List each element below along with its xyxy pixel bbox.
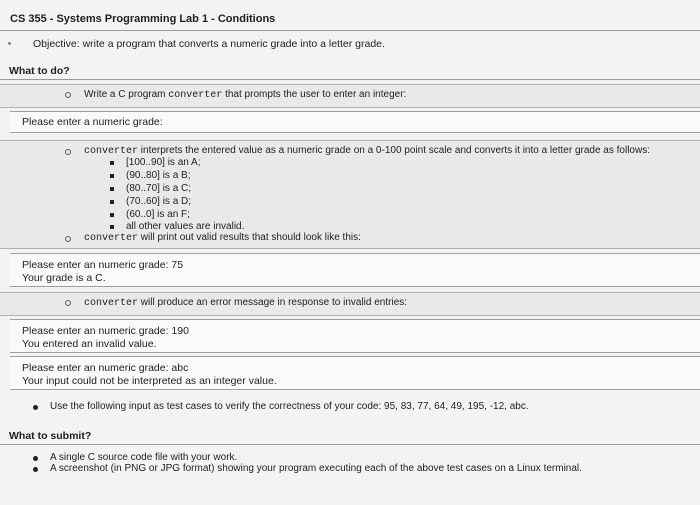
submit-item-screenshot: A screenshot (in PNG or JPG format) showing your program executing each of the above test cases on a Linux terminal.: [50, 463, 582, 474]
valid-output-box: Please enter an numeric grade: 75 Your grade is a C.: [10, 253, 700, 287]
disc-bullet-icon: [33, 405, 38, 410]
rule-f: (60..0] is an F;: [126, 209, 190, 220]
code-converter: converter: [84, 298, 139, 309]
square-bullet-icon: [110, 213, 114, 217]
circle-bullet-icon: [65, 149, 71, 155]
rule-invalid: all other values are invalid.: [126, 221, 245, 232]
what-to-do-heading: What to do?: [9, 65, 70, 77]
code-converter: converter: [168, 90, 223, 101]
rule-b: (90..80] is a B;: [126, 170, 191, 181]
rule-a: [100..90] is an A;: [126, 157, 201, 168]
code-converter: converter: [84, 233, 139, 244]
item2-text: converter interprets the entered value as a numeric grade on a 0-100 point scale and converts it into a letter grade as follows:: [84, 145, 650, 157]
square-bullet-icon: [110, 187, 114, 191]
prompt-box: Please enter a numeric grade:: [10, 111, 700, 133]
submit-item-source: A single C source code file with your work.: [50, 452, 238, 463]
item3-text: converter will print out valid results that should look like this:: [84, 232, 361, 244]
rule-c: (80..70] is a C;: [126, 183, 192, 194]
test-cases-text: Use the following input as test cases to verify the correctness of your code: 95, 83, 77, 64, 49, 195, -12, abc.: [50, 401, 529, 412]
what-to-do-divider: [0, 79, 700, 80]
square-bullet-icon: [110, 200, 114, 204]
what-to-submit-divider: [0, 444, 700, 445]
item1-text: Write a C program converter that prompts the user to enter an integer:: [84, 89, 407, 101]
circle-bullet-icon: [65, 300, 71, 306]
invalid-output-box-2: Please enter an numeric grade: abc Your input could not be interpreted as an integer value.: [10, 356, 700, 390]
objective-marker: [8, 42, 11, 45]
code-converter: converter: [84, 146, 139, 157]
square-bullet-icon: [110, 225, 114, 229]
disc-bullet-icon: [33, 467, 38, 472]
square-bullet-icon: [110, 161, 114, 165]
title-divider: [0, 30, 700, 31]
square-bullet-icon: [110, 174, 114, 178]
item4-text: converter will produce an error message in response to invalid entries:: [84, 297, 408, 309]
page-title: CS 355 - Systems Programming Lab 1 - Conditions: [10, 13, 276, 25]
rule-d: (70..60] is a D;: [126, 196, 192, 207]
invalid-output-box-1: Please enter an numeric grade: 190 You entered an invalid value.: [10, 319, 700, 353]
circle-bullet-icon: [65, 236, 71, 242]
objective-text: Objective: write a program that converts a numeric grade into a letter grade.: [33, 38, 385, 50]
what-to-submit-heading: What to submit?: [9, 430, 92, 442]
disc-bullet-icon: [33, 456, 38, 461]
circle-bullet-icon: [65, 92, 71, 98]
